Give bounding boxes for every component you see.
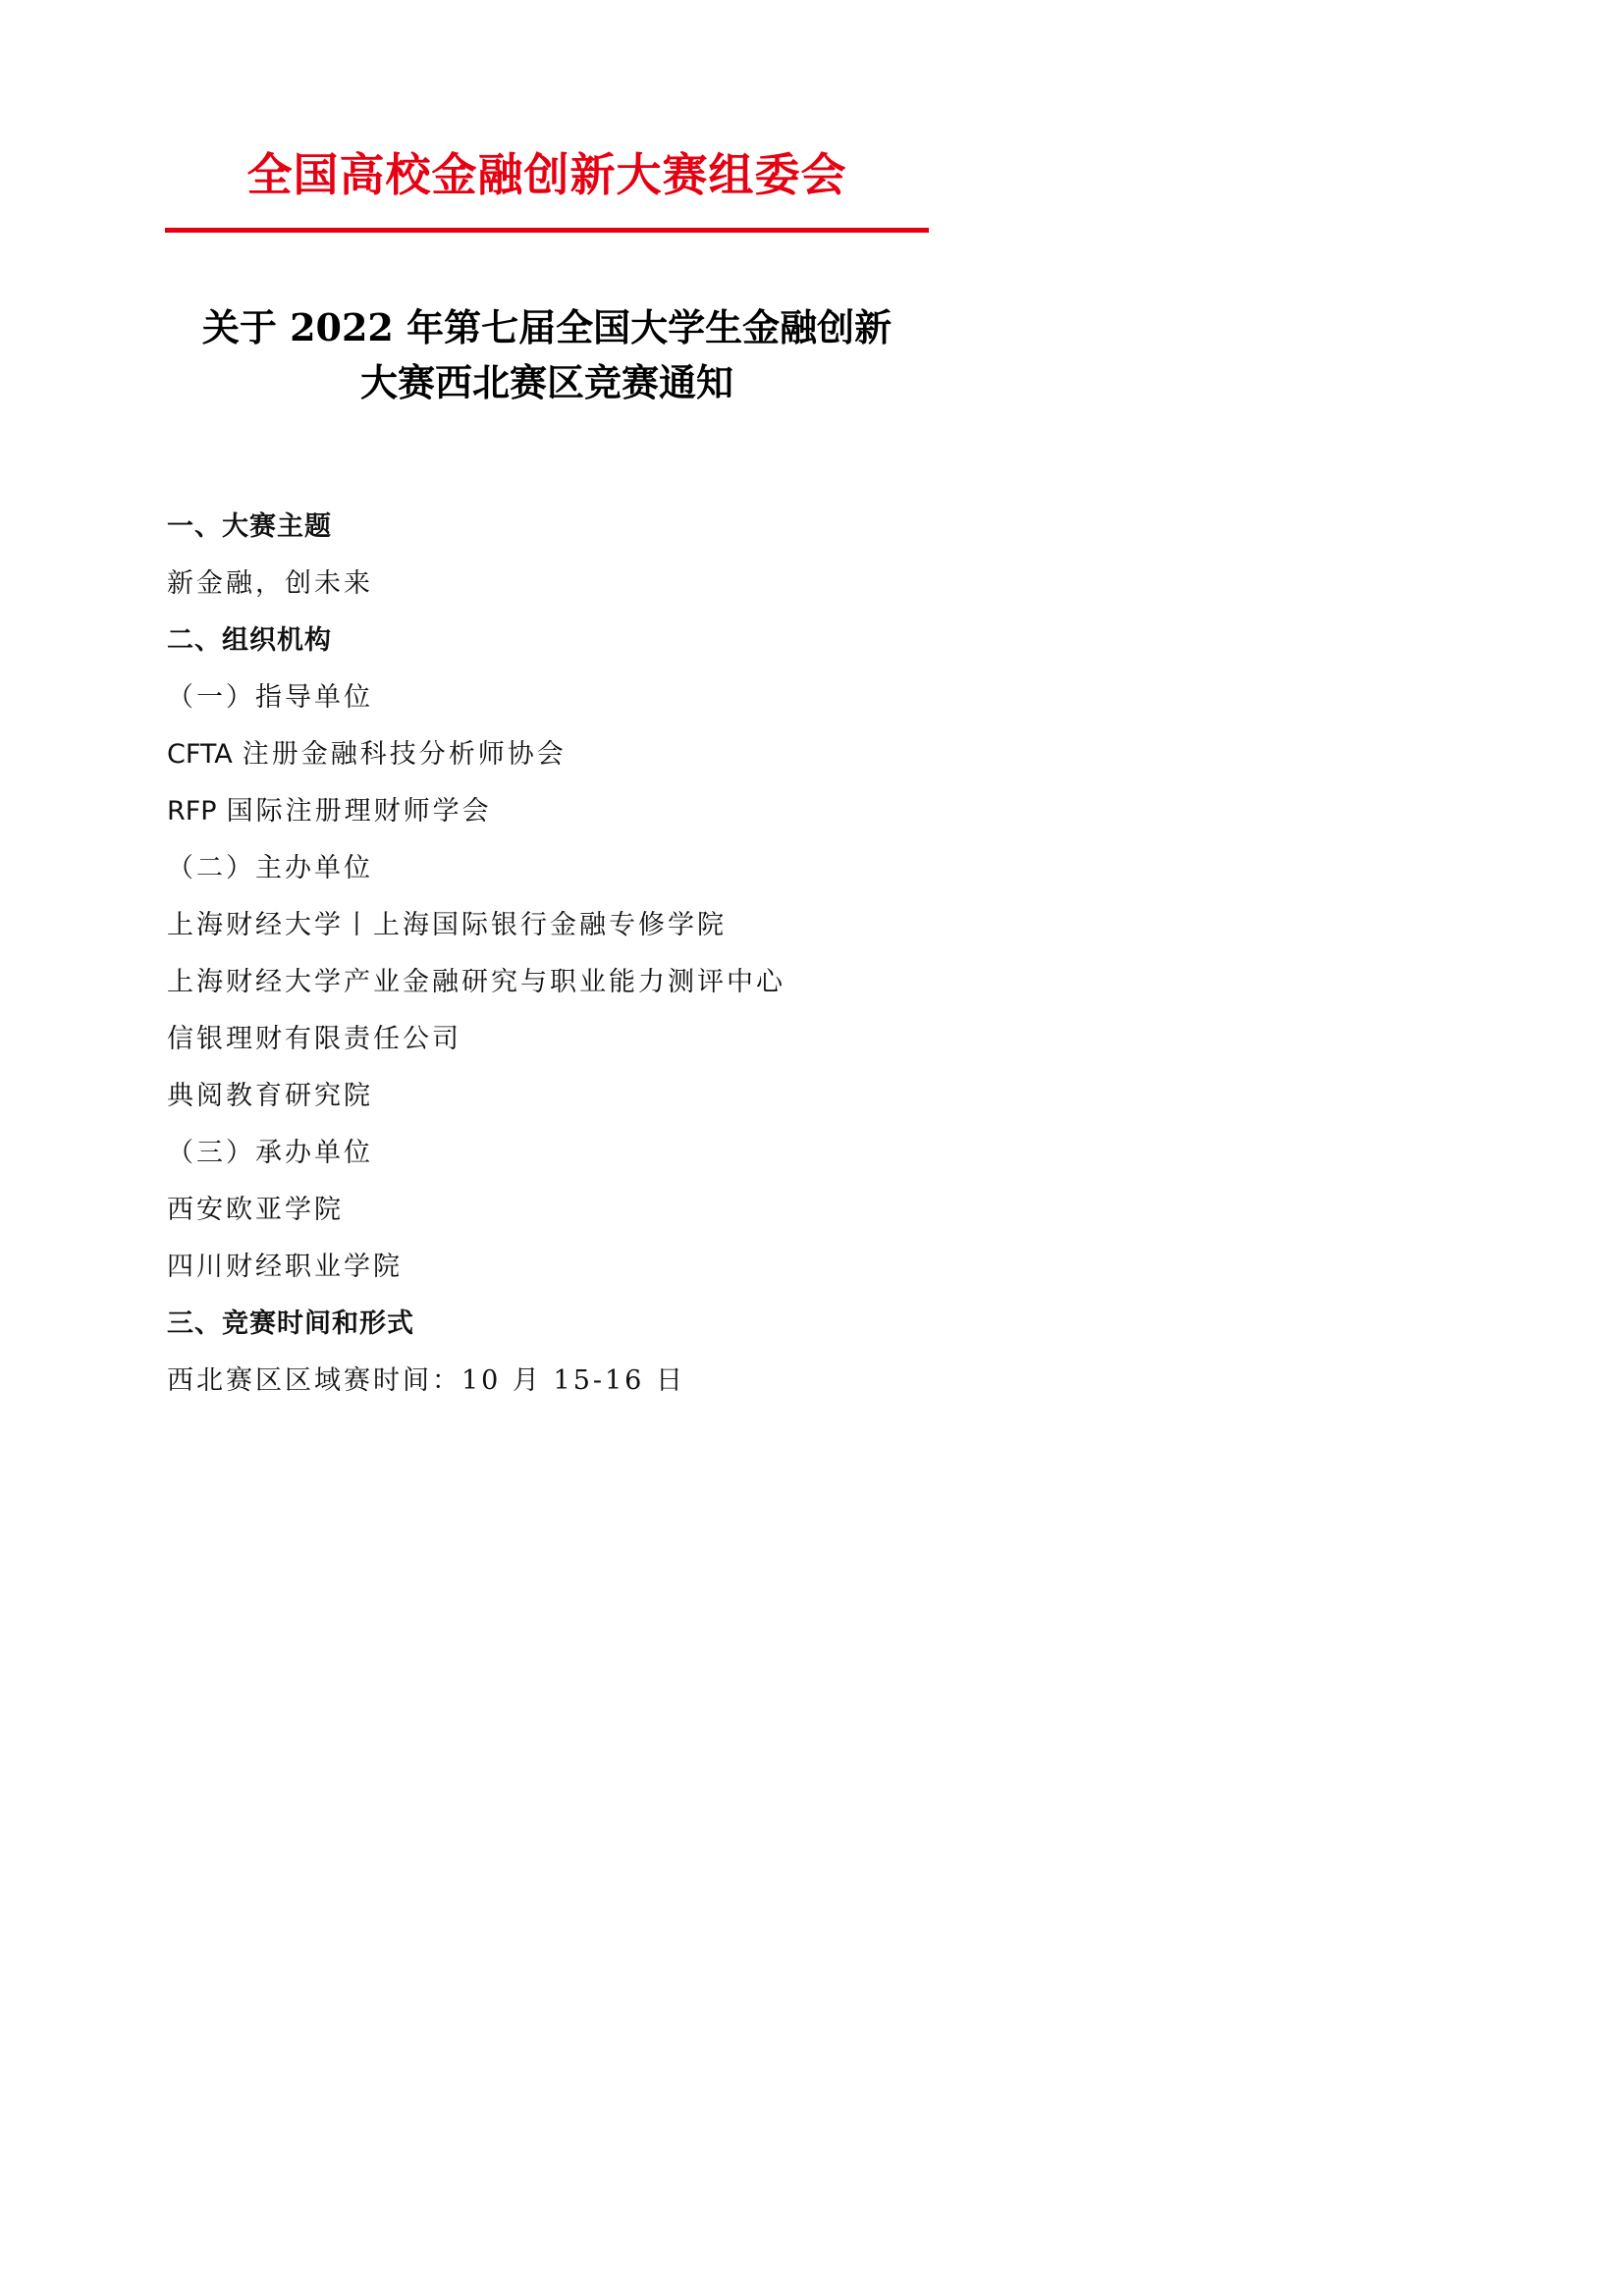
subheading-guiding-unit: （一）指导单位 xyxy=(167,682,373,713)
section-heading-organization: 二、组织机构 xyxy=(167,625,332,656)
organization-header: 全国高校金融创新大赛组委会 xyxy=(246,148,847,201)
organizer-unit-item: 西安欧亚学院 xyxy=(167,1195,344,1225)
guiding-unit-item xyxy=(167,726,931,783)
guiding-unit-code: CFTA xyxy=(167,739,233,770)
host-unit-item: 上海财经大学丨上海国际银行金融专修学院 xyxy=(167,910,727,940)
header-divider xyxy=(165,228,929,233)
guiding-unit-name: 注册金融科技分析师协会 xyxy=(242,739,567,770)
host-unit-item: 上海财经大学产业金融研究与职业能力测评中心 xyxy=(167,967,785,997)
document-page xyxy=(0,0,1088,1538)
title-line-2: 大赛西北赛区竞赛通知 xyxy=(359,360,733,404)
document-title xyxy=(165,300,929,410)
section-heading-theme: 一、大赛主题 xyxy=(167,511,332,542)
competition-time-text: 西北赛区区域赛时间：10 月 15-16 日 xyxy=(167,1365,685,1396)
title-line-1: 关于 2022 年第七届全国大学生金融创新 xyxy=(201,305,893,349)
guiding-unit-name: 国际注册理财师学会 xyxy=(226,796,492,827)
host-unit-item: 信银理财有限责任公司 xyxy=(167,1024,461,1054)
guiding-unit-item xyxy=(167,783,931,840)
organizer-unit-item: 四川财经职业学院 xyxy=(167,1252,403,1282)
theme-text: 新金融，创未来 xyxy=(167,568,373,599)
host-unit-item: 典阅教育研究院 xyxy=(167,1081,373,1111)
document-body xyxy=(167,499,931,1410)
guiding-unit-code: RFP xyxy=(167,796,217,827)
section-heading-time: 三、竞赛时间和形式 xyxy=(167,1308,414,1339)
subheading-organizer-unit: （三）承办单位 xyxy=(167,1138,373,1168)
subheading-host-unit: （二）主办单位 xyxy=(167,853,373,883)
